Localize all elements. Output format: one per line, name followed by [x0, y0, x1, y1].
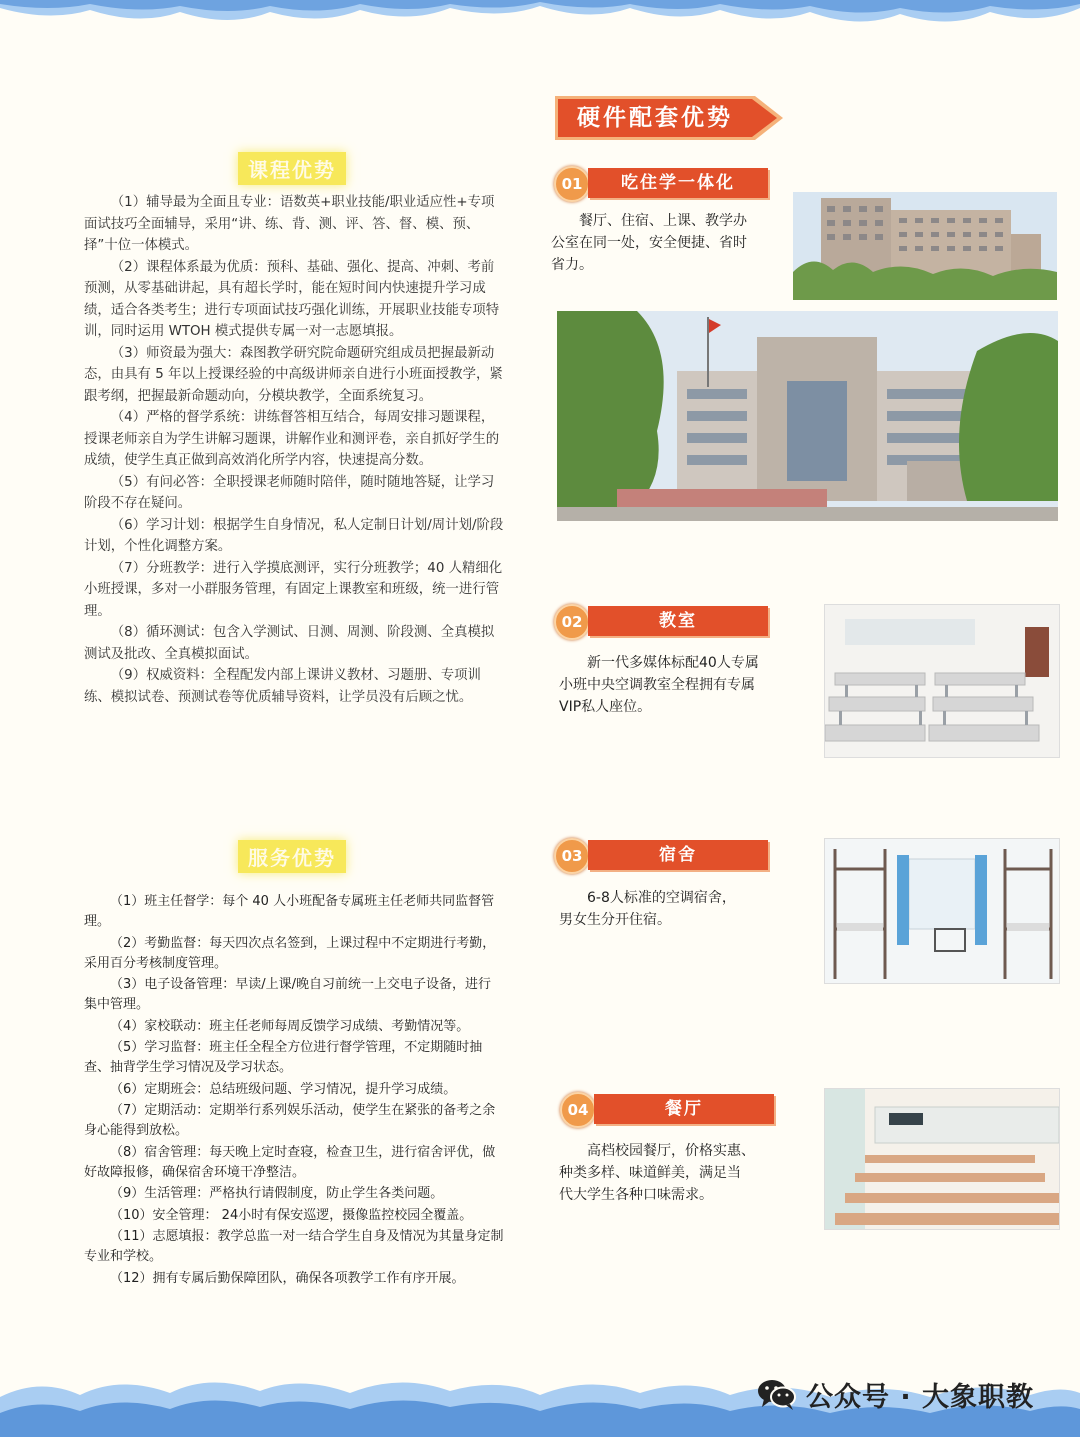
service-item: （9）生活管理：严格执行请假制度，防止学生各类问题。 — [110, 1186, 444, 1201]
wechat-icon — [756, 1377, 798, 1411]
service-title: 服务优势 — [238, 840, 346, 873]
feature-label: 餐厅 — [594, 1094, 774, 1124]
feature-line: 新一代多媒体标配40人专属 — [587, 655, 759, 671]
feature-description — [559, 887, 799, 931]
curriculum-item: （2）课程体系最为优质：预科、基础、强化、提高、冲刺、考前预测，从零基础讲起，具有超长学时，能在短时间内快速提升学习成绩，适合各类考生；进行专项面试技巧强化训练，开展职业技能专项特训，同时运用 WTOH 模式提供专属一对一志愿填报。 — [84, 259, 500, 339]
feature-number-badge: 01 — [554, 166, 590, 202]
feature-description — [559, 652, 799, 718]
hardware-banner — [555, 96, 783, 140]
hardware-title: 硬件配套优势 — [577, 104, 733, 131]
feature-number-badge: 03 — [554, 838, 590, 874]
feature-line: 种类多样、味道鲜美，满足当 — [559, 1165, 741, 1181]
dormitory-building-photo — [793, 192, 1057, 300]
curriculum-item: （8）循环测试：包含入学测试、日测、周测、阶段测、全真模拟测试及批改、全真模拟面试。 — [84, 625, 495, 662]
feature-line: VIP私人座位。 — [559, 699, 652, 715]
feature-description — [551, 210, 791, 276]
feature-line: 省力。 — [551, 257, 593, 273]
curriculum-list — [84, 192, 506, 708]
service-item: （8）宿舍管理：每天晚上定时查寝，检查卫生，进行宿舍评优，做好故障报修，确保宿舍环境干净整洁。 — [84, 1144, 496, 1180]
curriculum-item: （6）学习计划：根据学生自身情况，私人定制日计划/周计划/阶段计划，个性化调整方案。 — [84, 517, 504, 554]
service-item: （7）定期活动：定期举行系列娱乐活动，使学生在紧张的备考之余身心能得到放松。 — [84, 1103, 496, 1138]
feature-label: 宿舍 — [588, 840, 768, 870]
feature-label: 教室 — [588, 606, 768, 636]
canteen-photo — [824, 1088, 1060, 1230]
main-building-photo — [557, 311, 1058, 521]
feature-line: 男女生分开住宿。 — [559, 912, 671, 928]
curriculum-item: （3）师资最为强大：森图教学研究院命题研究组成员把握最新动态，由具有 5 年以上授课经验的中高级讲师亲自进行小班面授教学，紧跟考纲，把握最新命题动向，分模块教学，全面系统复习。 — [84, 345, 503, 404]
service-item: （12）拥有专属后勤保障团队，确保各项教学工作有序开展。 — [110, 1270, 465, 1286]
feature-line: 小班中央空调教室全程拥有专属 — [559, 677, 755, 693]
feature-line: 代大学生各种口味需求。 — [559, 1187, 713, 1203]
service-item: （1）班主任督学：每个 40 人小班配备专属班主任老师共同监督管理。 — [84, 894, 495, 929]
feature-line: 公室在同一处，安全便捷、省时 — [551, 235, 747, 251]
footer-account-text: 公众号 · 大象职教 — [806, 1381, 1035, 1413]
service-item: （2）考勤监督：每天四次点名签到，上课过程中不定期进行考勤，采用百分考核制度管理。 — [84, 935, 496, 971]
feature-description — [559, 1140, 799, 1206]
footer-watermark — [756, 1372, 1034, 1416]
cloud-border-top — [0, 0, 1080, 40]
curriculum-item: （7）分班教学：进行入学摸底测评，实行分班教学；40 人精细化小班授课，多对一小群服务管理，有固定上课教室和班级，统一进行管理。 — [84, 560, 503, 619]
dormitory-room-photo — [824, 838, 1060, 984]
classroom-photo — [824, 604, 1060, 758]
service-item: （3）电子设备管理：早读/上课/晚自习前统一上交电子设备，进行集中管理。 — [84, 977, 492, 1012]
service-item: （5）学习监督：班主任全程全方位进行督学管理，不定期随时抽查、抽背学生学习情况及学习状态。 — [84, 1040, 483, 1075]
service-item: （6）定期班会：总结班级问题、学习情况，提升学习成绩。 — [110, 1081, 457, 1097]
curriculum-item: （4）严格的督学系统：讲练督答相互结合，每周安排习题课程，授课老师亲自为学生讲解习题课，讲解作业和测评卷，亲自抓好学生的成绩，使学生真正做到高效消化所学内容，快速提高分数。 — [84, 410, 500, 468]
feature-number-badge: 04 — [560, 1092, 596, 1128]
feature-line: 高档校园餐厅，价格实惠、 — [587, 1143, 755, 1159]
feature-line: 6-8人标准的空调宿舍， — [587, 890, 736, 906]
curriculum-item: （9）权威资料：全程配发内部上课讲义教材、习题册、专项训练、模拟试卷、预测试卷等优质辅导资料，让学员没有后顾之忧。 — [84, 668, 481, 705]
feature-label: 吃住学一体化 — [588, 168, 768, 198]
curriculum-item: （5）有问必答：全职授课老师随时陪伴，随时随地答疑，让学习阶段不存在疑问。 — [84, 474, 495, 511]
feature-number-badge: 02 — [554, 604, 590, 640]
service-item: （10）安全管理： 24小时有保安巡逻，摄像监控校园全覆盖。 — [110, 1207, 473, 1223]
feature-line: 餐厅、住宿、上课、教学办 — [579, 213, 747, 229]
service-list — [84, 892, 504, 1290]
service-item: （11）志愿填报：教学总监一对一结合学生自身及情况为其量身定制专业和学校。 — [84, 1229, 504, 1264]
curriculum-title: 课程优势 — [238, 152, 346, 185]
curriculum-item: （1）辅导最为全面且专业：语数英+职业技能/职业适应性+专项面试技巧全面辅导，采用“讲、练、背、测、评、答、督、模、预、择”十位一体模式。 — [84, 195, 495, 253]
service-item: （4）家校联动：班主任老师每周反馈学习成绩、考勤情况等。 — [110, 1018, 470, 1034]
